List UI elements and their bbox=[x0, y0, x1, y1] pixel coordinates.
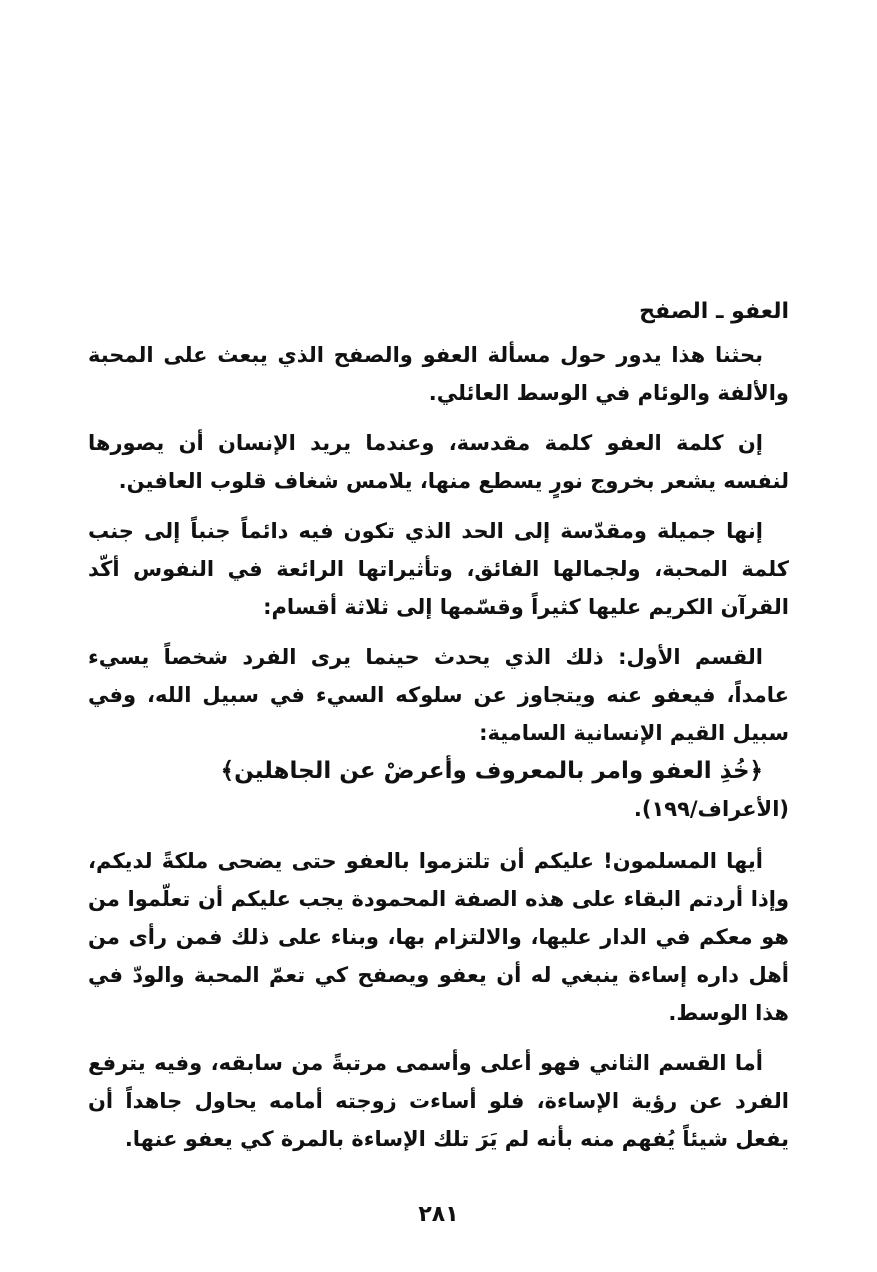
section-heading: العفو ـ الصفح bbox=[639, 299, 789, 324]
verse-citation: (الأعراف/١٩٩). bbox=[633, 797, 789, 821]
page-body bbox=[88, 292, 789, 1170]
paragraph-intro: بحثنا هذا يدور حول مسألة العفو والصفح الذي يبعث على المحبة والألفة والوئام في الوسط العائلي. bbox=[88, 343, 789, 405]
paragraph-sacred-word: إن كلمة العفو كلمة مقدسة، وعندما يريد الإنسان أن يصورها لنفسه يشعر بخروج نورٍ يسطع منها، يلامس شغاف قلوب العافين. bbox=[88, 431, 789, 493]
paragraph-second-part: أما القسم الثاني فهو أعلى وأسمى مرتبةً من سابقه، وفيه يترفع الفرد عن رؤية الإساءة، فلو أساءت زوجته أمامه يحاول جاهداً أن يفعل شيئاً يُفهم منه بأنه لم يَرَ تلك الإساءة بالمرة كي يعفو عنها. bbox=[88, 1051, 789, 1151]
paragraph-muslims: أيها المسلمون! عليكم أن تلتزموا بالعفو حتى يضحى ملكةً لديكم، وإذا أردتم البقاء على هذه الصفة المحمودة يجب عليكم أن تعلّموا من هو معكم في الدار عليها، والالتزام بها، وبناء على ذلك فمن رأى من أهل داره إساءة ينبغي له أن يعفو ويصفح كي تعمّ المحبة والودّ في هذا الوسط. bbox=[88, 849, 789, 1025]
page-number: ٢٨١ bbox=[418, 1202, 459, 1227]
paragraph-first-part: القسم الأول: ذلك الذي يحدث حينما يرى الفرد شخصاً يسيء عامداً، فيعفو عنه ويتجاوز عن سلوكه السيء في سبيل الله، وفي سبيل القيم الإنسانية السامية: bbox=[88, 645, 789, 745]
quran-verse: ﴿خُذِ العفو وامر بالمعروف وأعرضْ عن الجاهلين﴾ bbox=[220, 758, 763, 784]
paragraph-three-parts: إنها جميلة ومقدّسة إلى الحد الذي تكون فيه دائماً جنباً إلى جنب كلمة المحبة، ولجمالها الفائق، وتأثيراتها الرائعة في النفوس أكّد القرآن الكريم عليها كثيراً وقسّمها إلى ثلاثة أقسام: bbox=[88, 519, 789, 619]
